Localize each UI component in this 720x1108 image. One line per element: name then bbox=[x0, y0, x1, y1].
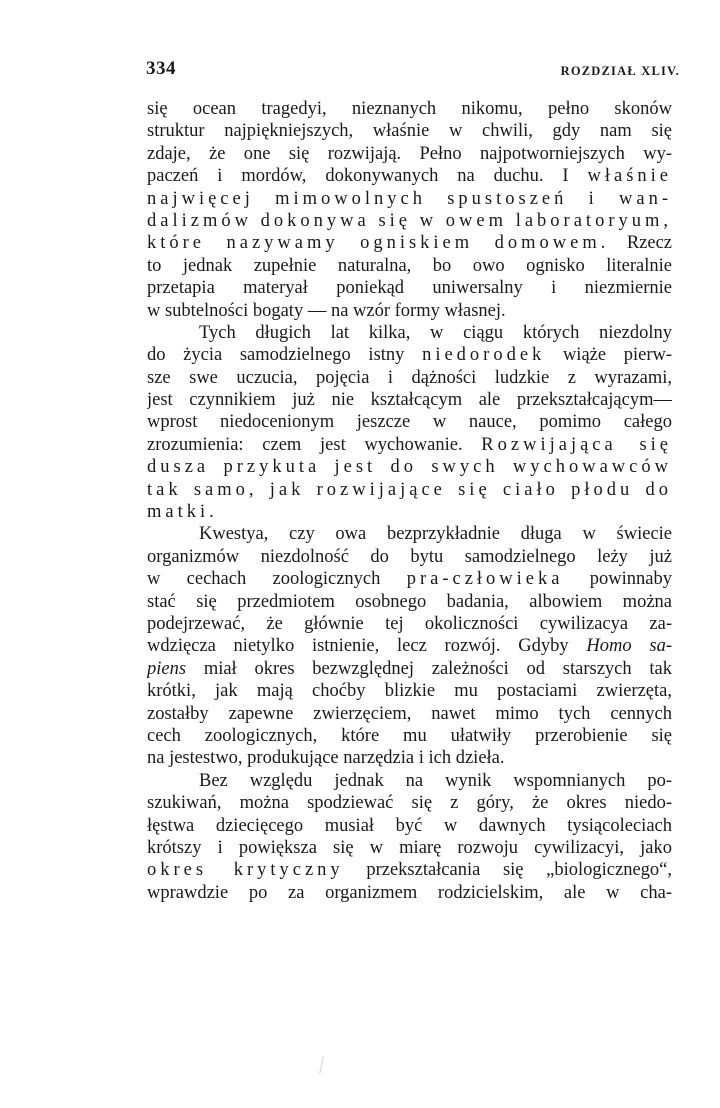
text-line bbox=[147, 479, 672, 501]
spaced-emphasis: dalizmów dokonywa się w owem laboratoryum, bbox=[147, 210, 672, 231]
body-text bbox=[147, 98, 672, 904]
text-segment: jest czynnikiem już nie kształcącym ale przekształcającym— bbox=[147, 390, 672, 411]
text-line bbox=[147, 277, 672, 299]
text-line bbox=[147, 98, 672, 120]
text-segment: Kwestya, czy owa bezprzykładnie długa w świecie bbox=[199, 524, 672, 545]
text-segment: stać się przedmiotem osobnego badania, albowiem można bbox=[147, 591, 672, 612]
spaced-emphasis: pra‑człowieka bbox=[406, 569, 564, 590]
text-segment: wprost niedocenionym jeszcze w nauce, pomimo całego bbox=[147, 412, 672, 433]
text-segment: Rzecz bbox=[609, 233, 672, 254]
text-line bbox=[147, 613, 672, 635]
text-line bbox=[147, 210, 672, 232]
text-segment: sze swe uczucia, pojęcia i dążności ludzkie z wyrazami, bbox=[147, 367, 672, 388]
text-segment: wprawdzie po za organizmem rodzicielskim, ale w cha‑ bbox=[147, 882, 672, 903]
text-line bbox=[147, 859, 672, 881]
text-line bbox=[147, 300, 672, 322]
spaced-emphasis: okres krytyczny bbox=[147, 860, 344, 881]
text-line bbox=[147, 232, 672, 254]
spaced-emphasis: niedorodek bbox=[422, 345, 546, 366]
text-line bbox=[147, 389, 672, 411]
text-line bbox=[147, 703, 672, 725]
text-segment: przetapia materyał poniekąd uniwersalny i niezmiernie bbox=[147, 278, 672, 299]
text-segment: szukiwań, można spodziewać się z góry, że okres niedo‑ bbox=[147, 793, 672, 814]
text-segment: w cechach zoologicznych bbox=[147, 569, 407, 590]
text-line bbox=[147, 501, 672, 523]
text-line bbox=[147, 680, 672, 702]
text-segment: łęstwa dziecięcego musiał być w dawnych tysiącoleciach bbox=[147, 815, 672, 836]
text-line bbox=[147, 188, 672, 210]
text-line bbox=[147, 120, 672, 142]
spaced-emphasis: matki. bbox=[147, 502, 218, 523]
text-line bbox=[147, 165, 672, 187]
text-segment: Bez względu jednak na wynik wspomnianych po‑ bbox=[199, 770, 672, 791]
text-line bbox=[147, 725, 672, 747]
text-line bbox=[147, 815, 672, 837]
text-line bbox=[147, 143, 672, 165]
text-line bbox=[147, 546, 672, 568]
spaced-emphasis: dusza przykuta jest do swych wychowawców bbox=[147, 457, 672, 478]
text-segment: cech zoologicznych, które mu ułatwiły przerobienie się bbox=[147, 725, 672, 746]
text-line bbox=[147, 792, 672, 814]
text-segment: to jednak zupełnie naturalna, bo owo ognisko literalnie bbox=[147, 255, 672, 276]
text-segment: krótki, jak mają choćby blizkie mu postaciami zwierzęta, bbox=[147, 681, 672, 702]
text-line bbox=[147, 434, 672, 456]
text-segment: struktur najpiękniejszych, właśnie w chwili, gdy nam się bbox=[147, 121, 672, 142]
text-line bbox=[147, 255, 672, 277]
text-segment: podejrzewać, że głównie tej okoliczności cywilizacya za‑ bbox=[147, 613, 672, 634]
paper-speck bbox=[319, 1056, 326, 1074]
text-line bbox=[147, 367, 672, 389]
text-segment: na jestestwo, produkujące narzędzia i ich dzieła. bbox=[147, 748, 505, 769]
spaced-emphasis: Rozwijająca się bbox=[481, 434, 672, 455]
text-line bbox=[147, 747, 672, 769]
text-segment: Tych długich lat kilka, w ciągu których niezdolny bbox=[199, 322, 672, 343]
text-segment: miał okres bezwzględnej zależności od starszych tak bbox=[186, 658, 672, 679]
text-line bbox=[147, 322, 672, 344]
text-line bbox=[147, 411, 672, 433]
text-segment: krótszy i powiększa się w miarę rozwoju cywilizacyi, jako bbox=[147, 837, 672, 858]
text-segment: przekształcania się „biologicznego“, bbox=[343, 860, 672, 881]
text-line bbox=[147, 837, 672, 859]
text-segment: w subtelności bogaty — na wzór formy własnej. bbox=[147, 300, 506, 321]
text-line bbox=[147, 882, 672, 904]
text-segment: zdaje, że one się rozwijają. Pełno najpotworniejszych wy‑ bbox=[147, 143, 672, 164]
italic-text: Homo sa‑ bbox=[586, 636, 672, 657]
text-segment: organizmów niezdolność do bytu samodzielnego leży już bbox=[147, 546, 672, 567]
text-line bbox=[147, 523, 672, 545]
text-line bbox=[147, 770, 672, 792]
text-segment: wiąże pierw‑ bbox=[545, 345, 672, 366]
text-segment: wdzięcza nietylko istnienie, lecz rozwój. Gdyby bbox=[147, 636, 587, 657]
text-line bbox=[147, 344, 672, 366]
spaced-emphasis: właśnie bbox=[587, 166, 672, 187]
spaced-emphasis: najwięcej mimowolnych spustoszeń i wan‑ bbox=[147, 188, 672, 209]
running-head: ROZDZIAŁ XLIV. bbox=[560, 64, 680, 78]
page-number: 334 bbox=[146, 58, 176, 79]
text-line bbox=[147, 658, 672, 680]
text-segment: powinnaby bbox=[563, 569, 672, 590]
text-segment: zostałby zapewne zwierzęciem, nawet mimo tych cennych bbox=[147, 703, 672, 724]
text-line bbox=[147, 456, 672, 478]
text-line bbox=[147, 635, 672, 657]
text-segment: zrozumienia: czem jest wychowanie. bbox=[147, 434, 482, 455]
text-segment: do życia samodzielnego istny bbox=[147, 345, 423, 366]
text-segment: się ocean tragedyi, nieznanych nikomu, pełno skonów bbox=[147, 99, 672, 119]
text-line bbox=[147, 591, 672, 613]
spaced-emphasis: które nazywamy ogniskiem domowem. bbox=[147, 233, 610, 254]
text-line bbox=[147, 568, 672, 590]
text-segment: paczeń i mordów, dokonywanych na duchu. I bbox=[147, 166, 588, 187]
italic-text: piens bbox=[147, 658, 187, 679]
spaced-emphasis: tak samo, jak rozwijające się ciało płodu do bbox=[147, 479, 672, 500]
